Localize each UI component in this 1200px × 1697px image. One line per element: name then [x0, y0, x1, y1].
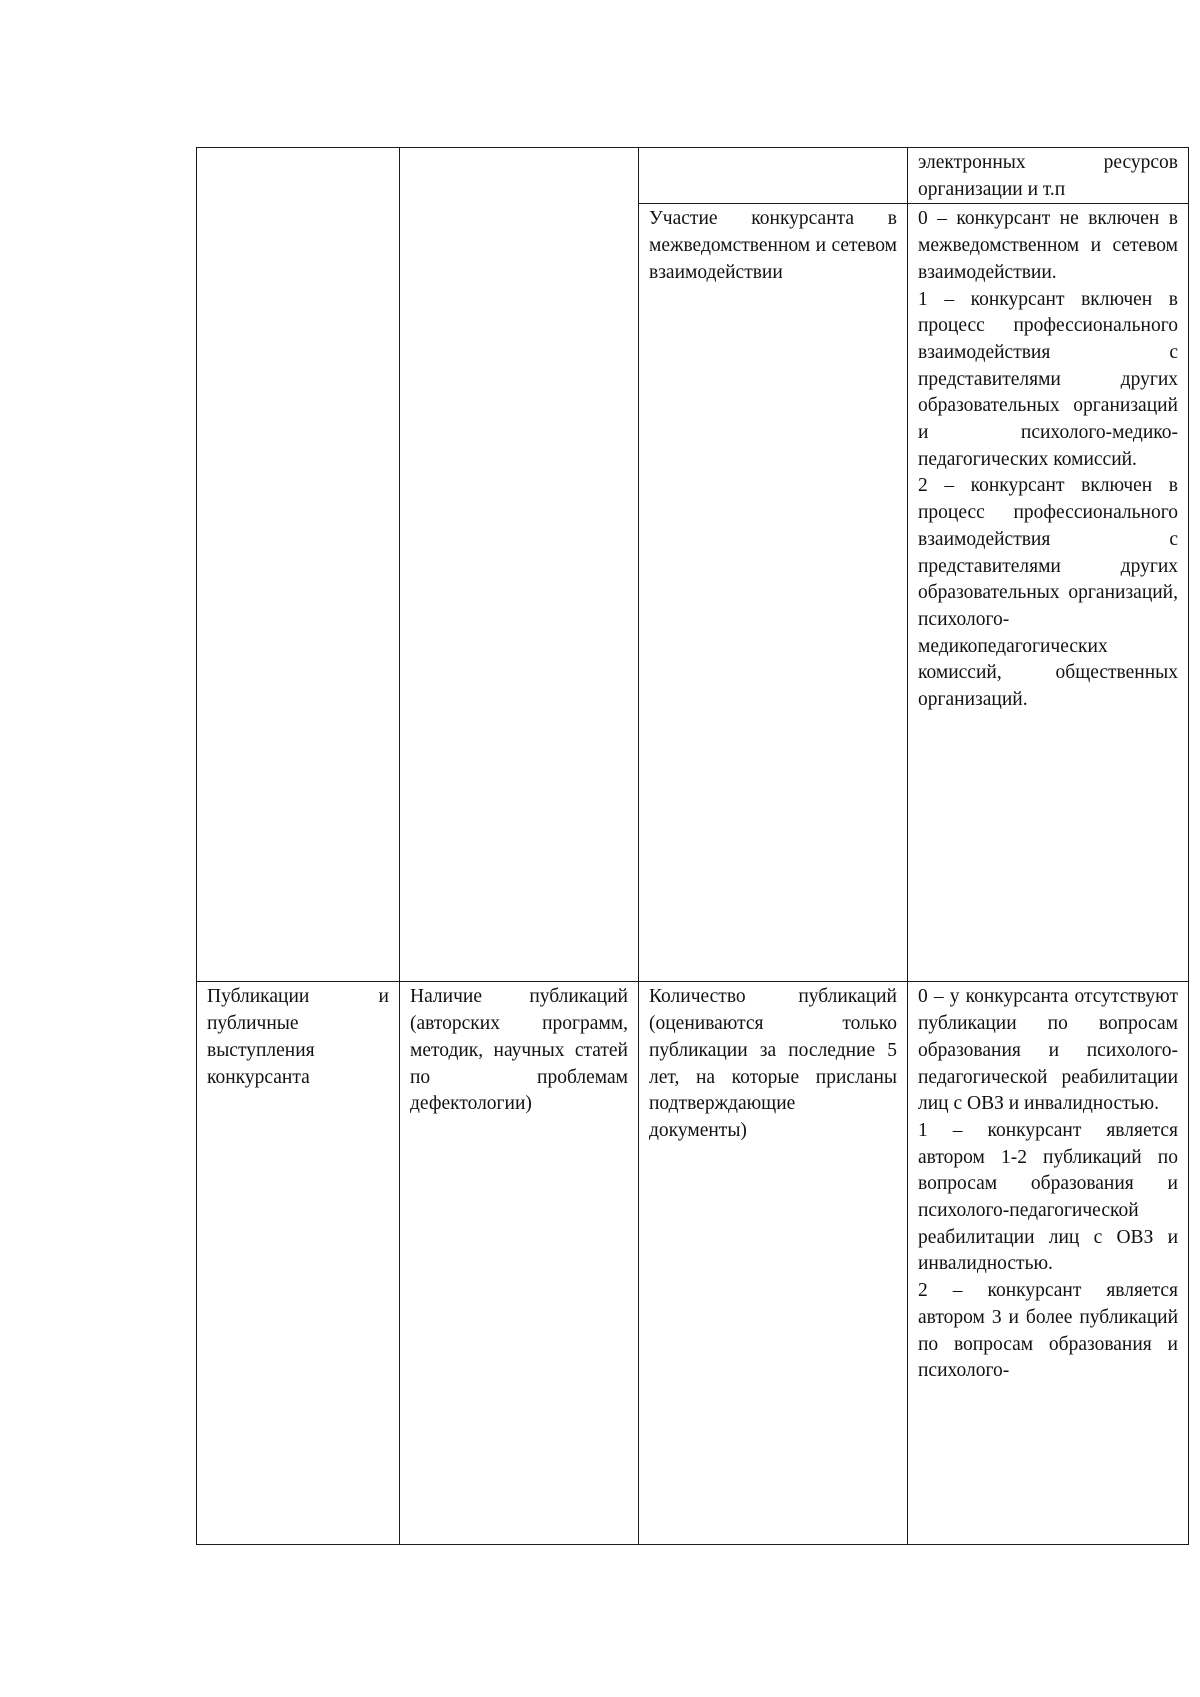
scoring-cell — [908, 148, 1189, 204]
table-row — [197, 982, 1189, 1545]
scoring-level-2: 2 – конкурсант является автором 3 и более публикаций по вопросам образования и психолого- — [918, 1280, 1178, 1382]
scoring-level-0: 0 – конкурсант не включен в межведомственном и сетевом взаимодействии. — [918, 208, 1178, 283]
criterion-cell: Публикации и публичные выступления конкурсанта — [197, 982, 400, 1545]
parameter-cell — [639, 148, 908, 204]
scoring-level-0: 0 – у конкурсанта отсутствуют публикации по вопросам образования и психолого-педагогической реабилитации лиц с ОВЗ и инвалидностью. — [918, 986, 1178, 1115]
criterion-cell — [197, 148, 400, 982]
scoring-level-1: 1 – конкурсант включен в процесс профессионального взаимодействия с представителями других образовательных организаций и психолого-медико-педагогических комиссий. — [918, 288, 1178, 470]
parameter-cell: Участие конкурсанта в межведомственном и сетевом взаимодействии — [639, 204, 908, 982]
indicator-cell: Наличие публикаций (авторских программ, методик, научных статей по проблемам дефектологии) — [400, 982, 639, 1545]
table-row — [197, 148, 1189, 204]
scoring-level-2: 2 – конкурсант включен в процесс профессионального взаимодействия с представителями других образовательных организаций, психолого-медикопедагогических комиссий, общественных организаций. — [918, 475, 1178, 711]
scoring-level-1: 1 – конкурсант является автором 1-2 публикаций по вопросам образования и психолого-педагогической реабилитации лиц с ОВЗ и инвалидностью. — [918, 1119, 1178, 1275]
criteria-table — [196, 147, 1189, 1545]
indicator-cell — [400, 148, 639, 982]
scoring-cell — [908, 982, 1189, 1545]
scoring-cell — [908, 204, 1189, 982]
parameter-cell: Количество публикаций (оцениваются только публикации за последние 5 лет, на которые присланы подтверждающие документы) — [639, 982, 908, 1545]
scoring-text: электронных ресурсов организации и т.п — [918, 152, 1178, 200]
